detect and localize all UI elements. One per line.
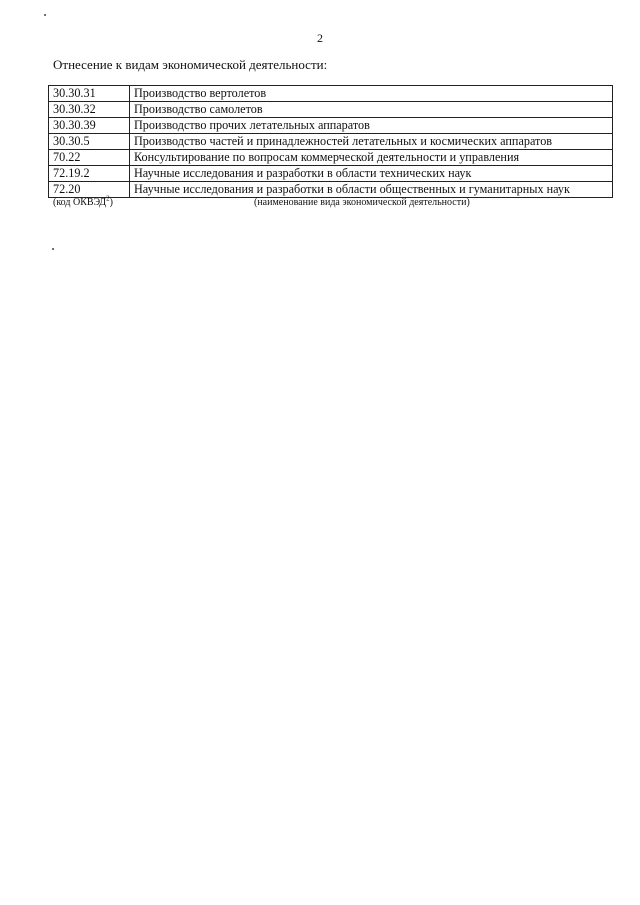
- activity-name-cell: Консультирование по вопросам коммерческой деятельности и управления: [130, 150, 613, 166]
- okved-code-caption-text: (код ОКВЭД: [53, 197, 107, 208]
- activity-name-cell: Научные исследования и разработки в области общественных и гуманитарных наук: [130, 182, 613, 198]
- scan-speck: [44, 14, 46, 16]
- activity-name-caption: (наименование вида экономической деятельности): [254, 197, 470, 208]
- table-row: [49, 86, 613, 102]
- scan-speck: [52, 248, 54, 250]
- okved-code-cell: 72.19.2: [49, 166, 130, 182]
- okved-code-caption-close: ): [109, 197, 113, 208]
- table-row: [49, 166, 613, 182]
- okved-code-cell: 70.22: [49, 150, 130, 166]
- okved-code-cell: 30.30.31: [49, 86, 130, 102]
- okved-code-cell: 30.30.5: [49, 134, 130, 150]
- footnote-marker: 2: [106, 194, 110, 203]
- section-heading: Отнесение к видам экономической деятельности:: [53, 57, 328, 72]
- activity-name-cell: Производство прочих летательных аппаратов: [130, 118, 613, 134]
- activity-name-cell: Научные исследования и разработки в области технических наук: [130, 166, 613, 182]
- table-row: [49, 118, 613, 134]
- okved-code-caption: [53, 194, 113, 209]
- table-row: [49, 134, 613, 150]
- activity-name-cell: Производство вертолетов: [130, 86, 613, 102]
- activity-name-cell: Производство частей и принадлежностей летательных и космических аппаратов: [130, 134, 613, 150]
- activity-name-cell: Производство самолетов: [130, 102, 613, 118]
- okved-code-cell: 30.30.32: [49, 102, 130, 118]
- okved-code-cell: 30.30.39: [49, 118, 130, 134]
- table-row: [49, 102, 613, 118]
- okved-table: [48, 85, 613, 198]
- okved-code-cell: 72.20: [49, 182, 130, 198]
- table-row: [49, 182, 613, 198]
- page-number: 2: [317, 31, 323, 45]
- table-row: [49, 150, 613, 166]
